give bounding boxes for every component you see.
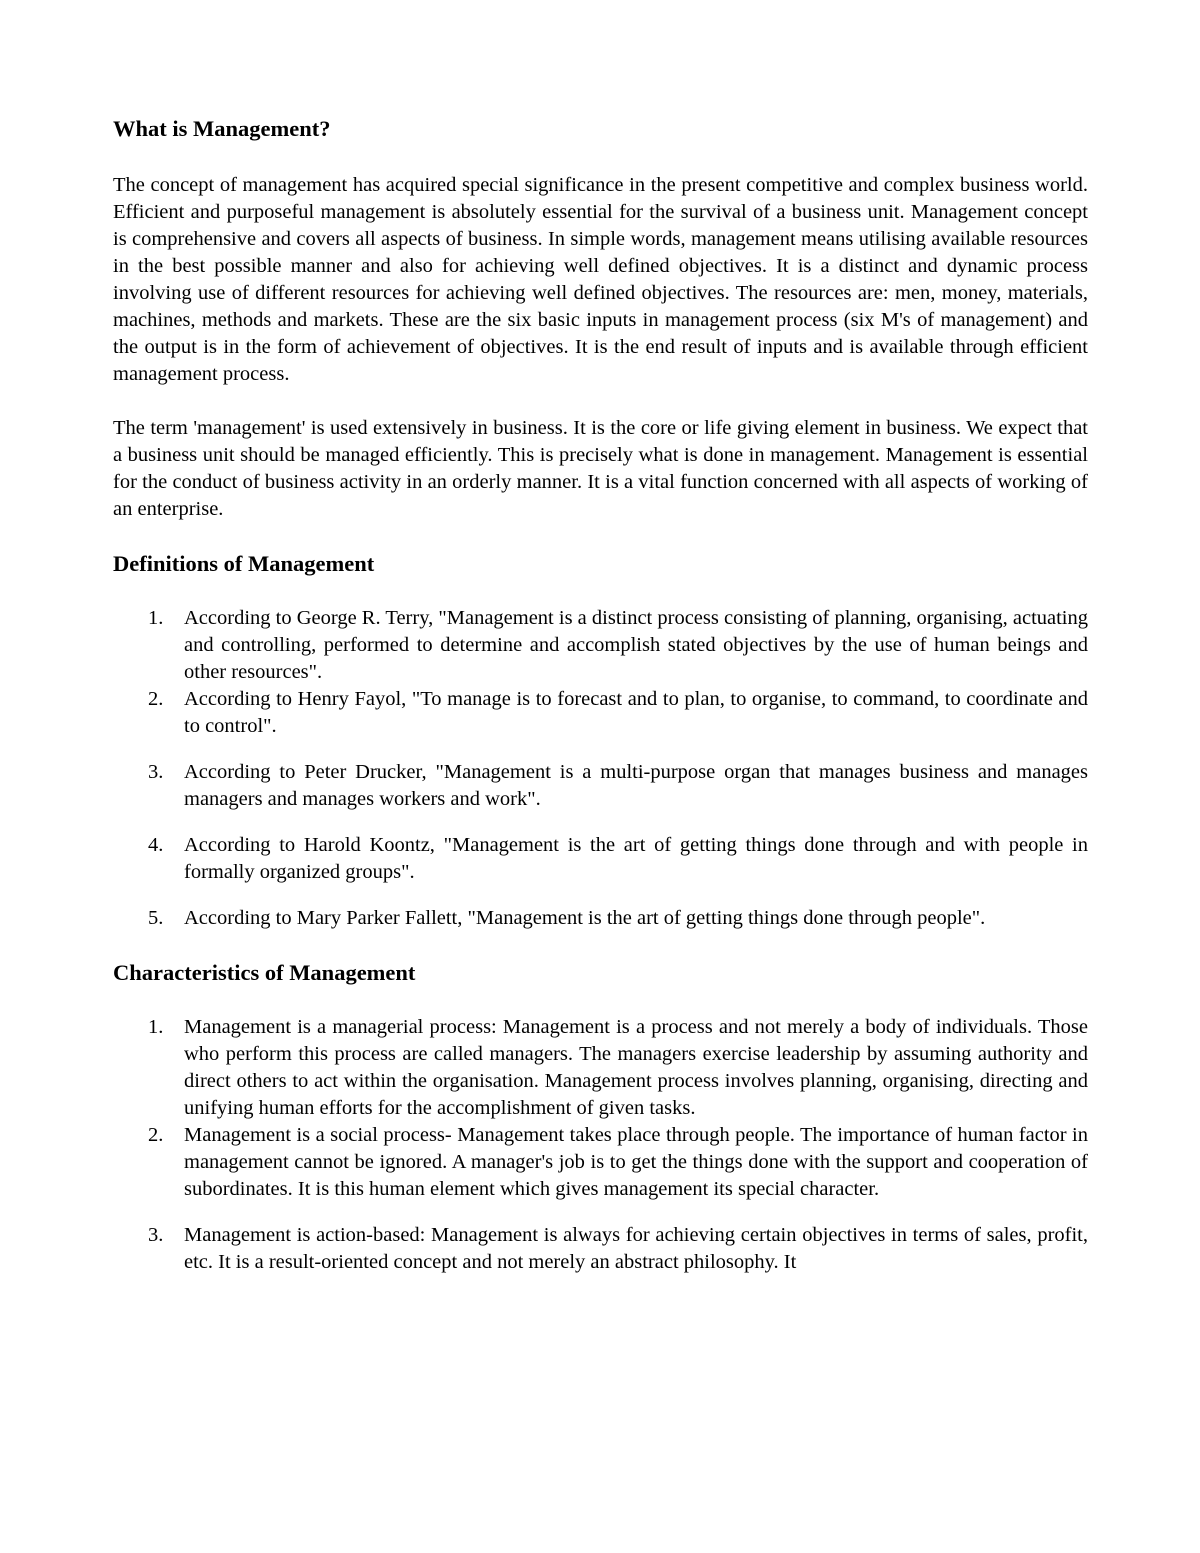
- document-page: [113, 114, 1088, 1276]
- page-title: What is Management?: [113, 116, 331, 141]
- definition-item: [113, 605, 1088, 686]
- list-number: 3.: [148, 1224, 164, 1246]
- intro-paragraph-1: The concept of management has acquired special significance in the present competitive and complex business world. Efficient and purposeful management is absolutely essential for the survival of a business unit. Management concept is comprehensive and covers all aspects of business. In simple words, management means utilising available resources in the best possible manner and also for achieving well defined objectives. It is a distinct and dynamic process involving use of different resources for achieving well defined objectives. The resources are: men, money, materials, machines, methods and markets. These are the six basic inputs in management process (six M's of management) and the output is in the form of achievement of objectives. It is the end result of inputs and is available through efficient management process.: [113, 174, 1088, 385]
- definitions-heading: Definitions of Management: [113, 551, 375, 576]
- list-number: 5.: [148, 907, 164, 929]
- list-number: 4.: [148, 834, 164, 856]
- definition-text: According to Mary Parker Fallett, "Management is the art of getting things done through people".: [184, 907, 986, 929]
- characteristic-item: [113, 1014, 1088, 1122]
- characteristic-item: [113, 1122, 1088, 1203]
- definition-text: According to Henry Fayol, "To manage is to forecast and to plan, to organise, to command, to coordinate and to control".: [184, 688, 1088, 737]
- definition-text: According to George R. Terry, "Management is a distinct process consisting of planning, organising, actuating and controlling, performed to determine and accomplish stated objectives by the use of human beings and other resources".: [184, 607, 1089, 683]
- characteristic-text: Management is a managerial process: Management is a process and not merely a body of individuals. Those who perform this process are called managers. The managers exercise leadership by assuming authority and direct others to act within the organisation. Management process involves planning, organising, directing and unifying human efforts for the accomplishment of given tasks.: [184, 1016, 1088, 1119]
- definition-text: According to Harold Koontz, "Management is the art of getting things done through and with people in formally organized groups".: [184, 834, 1088, 883]
- characteristic-text: Management is action-based: Management is always for achieving certain objectives in terms of sales, profit, etc. It is a result-oriented concept and not merely an abstract philosophy. It: [184, 1224, 1088, 1273]
- definition-item: [113, 686, 1088, 740]
- definitions-list: [113, 605, 1088, 932]
- characteristics-list: [113, 1014, 1088, 1276]
- definition-item: [113, 905, 1088, 932]
- list-number: 2.: [148, 688, 164, 710]
- list-number: 3.: [148, 761, 164, 783]
- list-number: 1.: [148, 607, 164, 629]
- definition-item: [113, 759, 1088, 813]
- characteristic-item: [113, 1222, 1088, 1276]
- characteristic-text: Management is a social process- Management takes place through people. The importance of human factor in management cannot be ignored. A manager's job is to get the things done with the support and cooperation of subordinates. It is this human element which gives management its special character.: [184, 1124, 1088, 1200]
- list-number: 1.: [148, 1016, 164, 1038]
- list-number: 2.: [148, 1124, 164, 1146]
- definition-text: According to Peter Drucker, "Management is a multi-purpose organ that manages business and manages managers and manages workers and work".: [184, 761, 1088, 810]
- intro-paragraph-2: The term 'management' is used extensively in business. It is the core or life giving element in business. We expect that a business unit should be managed efficiently. This is precisely what is done in management. Management is essential for the conduct of business activity in an orderly manner. It is a vital function concerned with all aspects of working of an enterprise.: [113, 417, 1088, 520]
- definition-item: [113, 832, 1088, 886]
- characteristics-heading: Characteristics of Management: [113, 960, 416, 985]
